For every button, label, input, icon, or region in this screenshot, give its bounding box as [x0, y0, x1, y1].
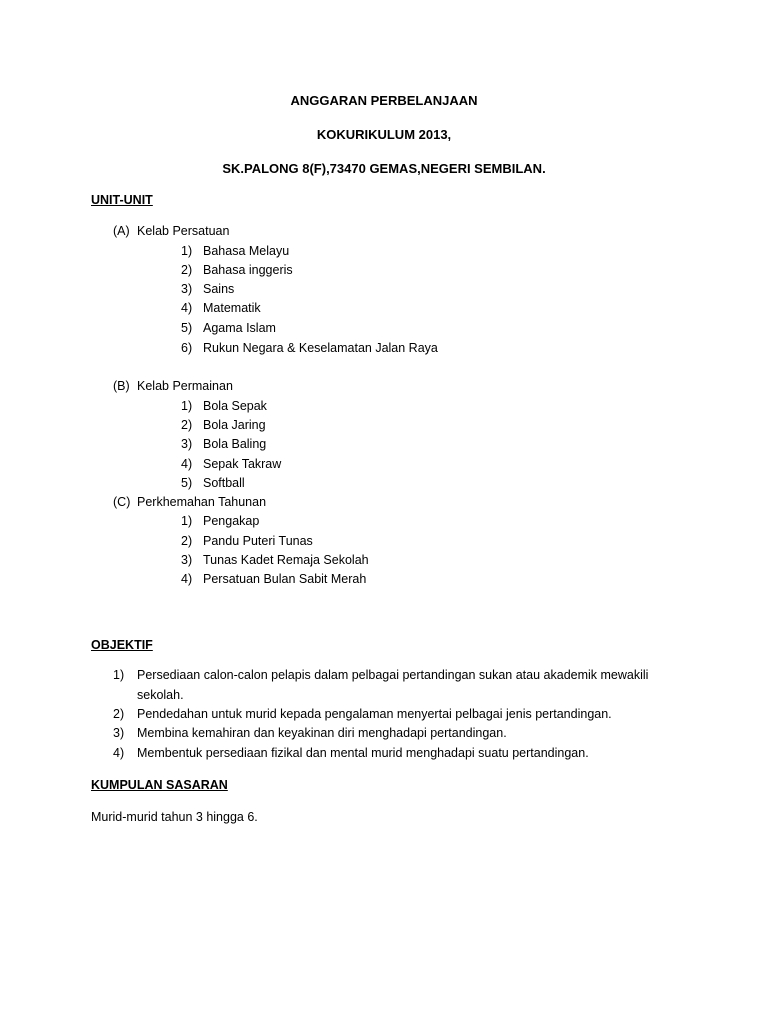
list-item-number: 6) [181, 341, 193, 355]
list-item-number: 5) [181, 321, 193, 335]
list-item-number: 5) [181, 476, 193, 490]
list-item-number: 2) [181, 418, 193, 432]
target-group-text: Murid-murid tahun 3 hingga 6. [91, 810, 258, 824]
list-item-number: 4) [181, 301, 193, 315]
units-heading: UNIT-UNIT [91, 193, 153, 207]
list-item-number: 4) [181, 572, 193, 586]
list-item: Bahasa inggeris [203, 263, 293, 277]
unit-group-mark: (B) [113, 379, 130, 393]
document-subtitle: KOKURIKULUM 2013, [316, 127, 452, 142]
list-item-number: 1) [181, 514, 193, 528]
list-item: Bola Sepak [203, 399, 267, 413]
list-item: Rukun Negara & Keselamatan Jalan Raya [203, 341, 438, 355]
unit-group-name: Perkhemahan Tahunan [137, 495, 267, 509]
list-item-number: 2) [113, 707, 125, 721]
target-group-heading: KUMPULAN SASARAN [91, 778, 228, 792]
list-item: Pengakap [203, 514, 260, 528]
list-item: Matematik [203, 301, 261, 315]
list-item: Tunas Kadet Remaja Sekolah [203, 553, 369, 567]
list-item-number: 4) [181, 457, 193, 471]
list-item-number: 3) [113, 726, 125, 740]
list-item-number: 3) [181, 553, 193, 567]
unit-group-mark: (A) [113, 224, 130, 238]
list-item-number: 1) [181, 399, 193, 413]
list-item: Bola Jaring [203, 418, 266, 432]
list-item-number: 2) [181, 534, 193, 548]
list-item: Persatuan Bulan Sabit Merah [203, 572, 367, 586]
list-item: Agama Islam [203, 321, 276, 335]
list-item-number: 1) [181, 244, 193, 258]
document-title: ANGGARAN PERBELANJAAN [290, 93, 478, 108]
list-item: Bahasa Melayu [203, 244, 290, 258]
list-item-number: 2) [181, 263, 193, 277]
list-item-number: 3) [181, 282, 193, 296]
list-item-number: 4) [113, 746, 125, 760]
list-item-number: 1) [113, 668, 125, 682]
unit-group-name: Kelab Permainan [137, 379, 233, 393]
list-item: Softball [203, 476, 245, 490]
school-address: SK.PALONG 8(F),73470 GEMAS,NEGERI SEMBILAN. [222, 161, 546, 176]
list-item: Sepak Takraw [203, 457, 282, 471]
unit-group-mark: (C) [113, 495, 131, 509]
list-item: Sains [203, 282, 235, 296]
list-item: Pandu Puteri Tunas [203, 534, 313, 548]
list-item-number: 3) [181, 437, 193, 451]
list-item: Pendedahan untuk murid kepada pengalaman menyertai pelbagai jenis pertandingan. [137, 707, 612, 721]
list-item: Bola Baling [203, 437, 267, 451]
unit-group-name: Kelab Persatuan [137, 224, 230, 238]
list-item: Membentuk persediaan fizikal dan mental murid menghadapi suatu pertandingan. [137, 746, 589, 760]
list-item: Persediaan calon-calon pelapis dalam pelbagai pertandingan sukan atau akademik mewakili [137, 668, 649, 682]
list-item: Membina kemahiran dan keyakinan diri menghadapi pertandingan. [137, 726, 507, 740]
objectives-heading: OBJEKTIF [91, 638, 153, 652]
list-item-continuation: sekolah. [137, 688, 184, 702]
